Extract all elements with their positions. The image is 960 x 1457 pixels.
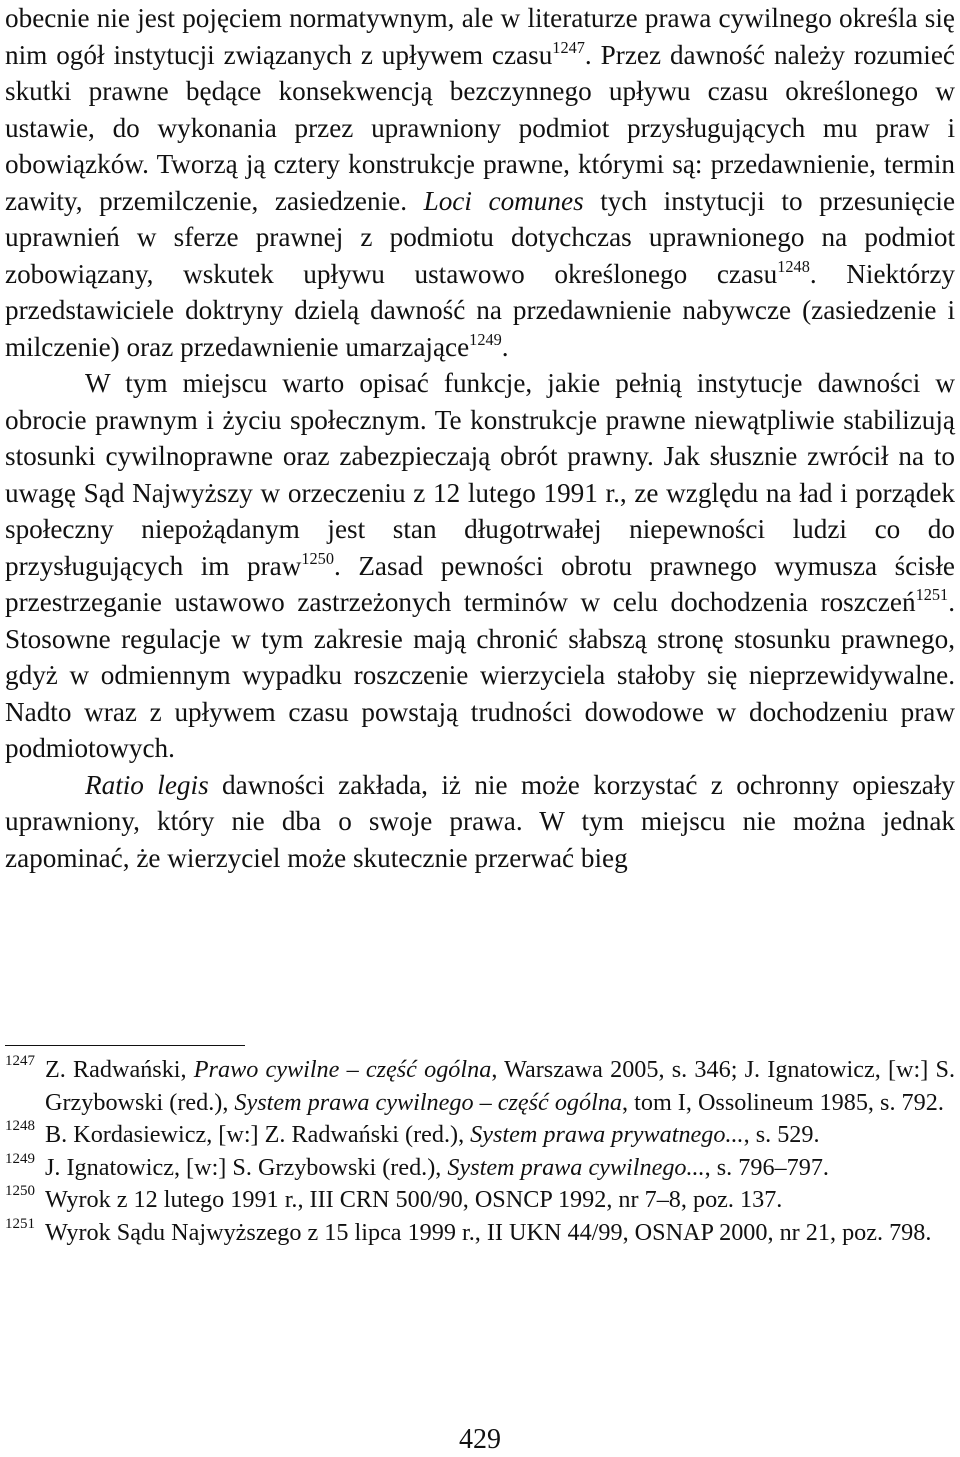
text-run: .: [501, 331, 509, 362]
footnote-separator: [5, 1045, 245, 1046]
paragraph: [5, 0, 955, 365]
footnote-number: 1248: [5, 1118, 35, 1135]
paragraph: [5, 365, 955, 767]
italic-text: Ratio legis: [85, 769, 209, 800]
text-run: , s. 529.: [743, 1121, 820, 1149]
italic-text: System prawa prywatnego...: [470, 1121, 744, 1149]
footnote: [5, 1054, 955, 1119]
text-run: . Stosowne regulacje w tym zakresie mają chronić słabszą stronę stosunku prawnego, gdyż w odmiennym wypadku roszczenie wierzyciela stałoby się nieprzewidywalne. Nadto wraz z upływem czasu powstają trudności dowodowe w dochodzeniu praw podmiotowych.: [5, 587, 955, 763]
body-text: [5, 0, 955, 876]
document-page: [5, 0, 956, 1246]
text-run: , tom I, Ossolineum 1985, s. 792.: [622, 1088, 944, 1116]
text-run: J. Ignatowicz, [w:] S. Grzybowski (red.),: [45, 1153, 448, 1181]
italic-text: Prawo cywilne – część ogólna: [193, 1056, 492, 1083]
footnote: [5, 1152, 955, 1185]
text-run: B. Kordasiewicz, [w:] Z. Radwański (red.),: [45, 1121, 471, 1149]
text-run: dawności zakłada, iż nie może korzystać z ochronny opieszały uprawniony, który nie dba o swoje prawa. W tym miejscu nie można jednak zapominać, że wierzyciel może skutecznie przerwać bieg: [5, 769, 955, 873]
page-number: 429: [459, 1424, 501, 1455]
footnote-ref: 1250: [301, 548, 334, 568]
footnote-ref: 1248: [777, 256, 810, 276]
text-run: Wyrok z 12 lutego 1991 r., III CRN 500/90, OSNCP 1992, nr 7–8, poz. 137.: [45, 1186, 783, 1214]
footnote: [5, 1217, 955, 1250]
footnote-ref: 1251: [915, 585, 949, 605]
paragraph: [5, 767, 955, 877]
text-run: . Zasad pewności obrotu prawnego wymusza ścisłe przestrzeganie ustawowo zastrzeżonych terminów w celu dochodzenia roszczeń: [5, 550, 955, 617]
text-run: Wyrok Sądu Najwyższego z 15 lipca 1999 r., II UKN 44/99, OSNAP 2000, nr 21, poz. 798.: [45, 1218, 932, 1246]
footnote-number: 1249: [5, 1150, 35, 1167]
footnote: [5, 1119, 955, 1152]
footnote-number: 1250: [5, 1183, 35, 1200]
footnote-ref: 1247: [552, 37, 585, 57]
footnote-number: 1251: [5, 1215, 35, 1232]
italic-text: System prawa cywilnego – część ogólna: [234, 1088, 623, 1116]
footnote-ref: 1249: [469, 329, 502, 349]
text-run: obecnie nie jest pojęciem normatywnym, ale w literaturze prawa cywilnego określa się nim ogół instytucji związanych z upływem czasu: [5, 3, 955, 70]
text-run: . Przez dawność należy rozumieć skutki prawne będące konsekwencją bezczynnego upływu czasu określonego w ustawie, do wykonania przez uprawniony podmiot przysługujących mu praw i obowiązków. Tworzą ją cztery konstrukcje prawne, którymi są: przedawnienie, termin zawity, przemilczenie, zasiedzenie.: [5, 39, 955, 216]
italic-text: Loci comunes: [423, 185, 584, 216]
text-run: . Niektórzy przedstawiciele doktryny dzielą dawność na przedawnienie nabywcze (zasiedzenie i milczenie) oraz przedawnienie umarzające: [5, 258, 955, 362]
text-run: , Warszawa 2005, s. 346; J. Ignatowicz, [w:] S. Grzybowski (red.),: [45, 1056, 955, 1116]
italic-text: System prawa cywilnego...: [447, 1153, 705, 1181]
footnote: [5, 1184, 955, 1217]
text-run: Z. Radwański,: [45, 1056, 194, 1083]
text-run: tych instytucji to przesunięcie uprawnień w sferze prawnej z podmiotu dotychczas uprawnionego na podmiot zobowiązany, wskutek upływu ustawowo określonego czasu: [5, 185, 956, 289]
footnotes: [5, 1054, 955, 1250]
text-run: W tym miejscu warto opisać funkcje, jakie pełnią instytucje dawności w obrocie prawnym i życiu społecznym. Te konstrukcje prawne niewątpliwie stabilizują stosunki cywilnoprawne oraz zabezpieczają obrót prawny. Jak słusznie zwrócił na to uwagę Sąd Najwyższy w orzeczeniu z 12 lutego 1991 r., ze względu na ład i porządek społeczny niepożądanym jest stan długotrwałej niepewności ludzi co do przysługujących im praw: [5, 368, 955, 581]
footnote-number: 1247: [5, 1053, 35, 1069]
text-run: , s. 796–797.: [704, 1153, 829, 1181]
